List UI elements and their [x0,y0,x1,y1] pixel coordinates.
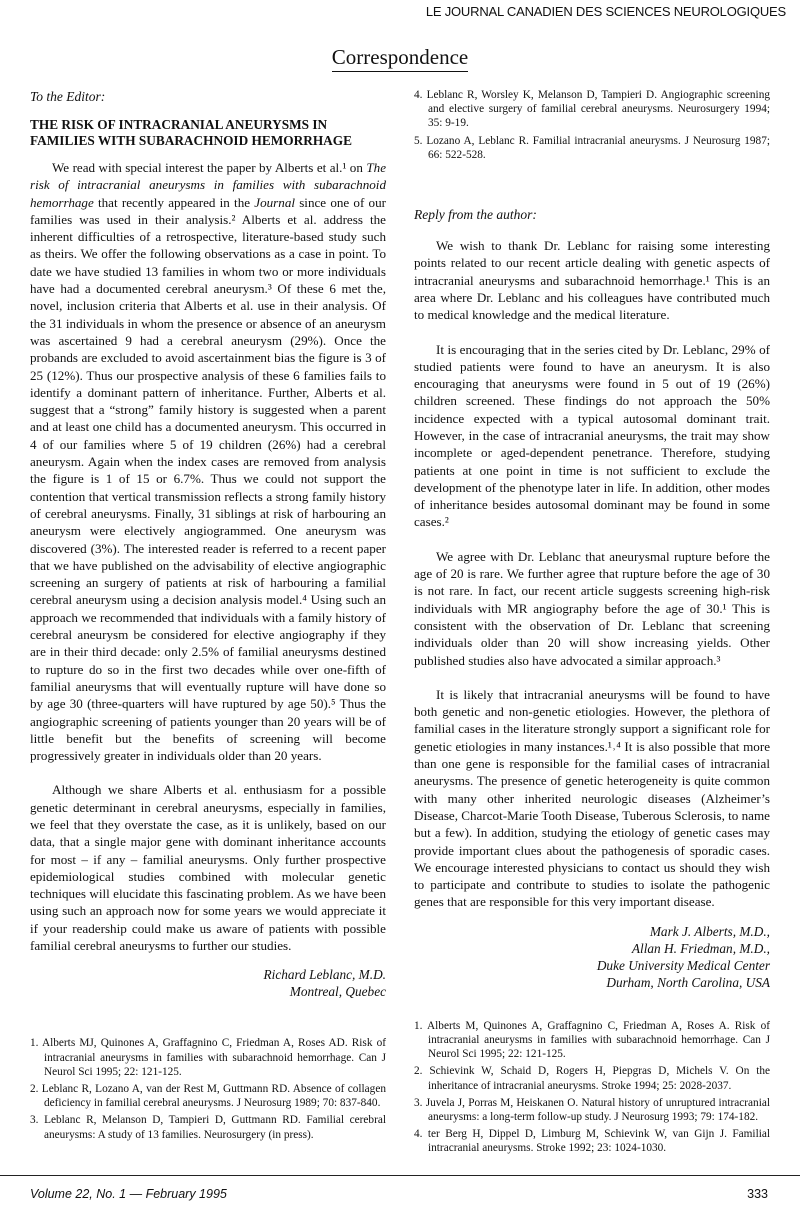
letter-paragraph: Although we share Alberts et al. enthusiasm for a possible genetic determinant in cerebral aneurysms, especially in families, we feel that they overstate the case, as it is unlikely, based on our data, that a single major gene with dominant inheritance accounts for most – if any – familial aneurysms. Only further prospective epidemiological studies combined with molecular genetic techniques will elucidate this fascinating problem. As we have been using such an approach now for some years we would appreciate it if your readership could make us aware of patients with possible familial cerebral aneurysms to further our studies. [30,782,386,954]
reply-paragraph: It is likely that intracranial aneurysms will be found to have both genetic and non-genetic etiologies. However, the plethora of familial cases in the literature strongly support a significant role for genetic etiologies in many instances.¹˒⁴ It is also possible that more than one gene is responsible for the familial cases of intracranial aneurysms. The presence of genetic heterogeneity is quite common with many other inherited neurologic diseases (Alzheimer’s Disease, Charcot-Marie Tooth Disease, Tuberous Sclerosis, to name but a few). In addition, studying the etiology of genetic cases may provide important clues about the pathogenesis of sporadic cases. We encourage interested physicians to contact us should they wish to participate and contribute to studies to isolate the pathogenic genes that are responsible for this very important disease. [414,686,770,910]
reply-paragraph: We agree with Dr. Leblanc that aneurysmal rupture before the age of 20 is rare. We further agree that rupture before the age of 30 is not rare. In fact, our recent article suggests screening high-risk individuals with MR angiography before the age of 30.¹ This is consistent with the observation of Dr. Leblanc that screening individuals older than 20 will show increasing yields. Other published studies also have advocated a similar approach.³ [414,548,770,668]
two-column-body [0,88,800,1159]
signature-line: Durham, North Carolina, USA [606,974,770,990]
reference-item: 5. Lozano A, Leblanc R. Familial intracranial aneurysms. J Neurosurg 1987; 66: 522-528. [414,134,770,161]
reference-item: 4. Leblanc R, Worsley K, Melanson D, Tampieri D. Angiographic screening and elective surgery of familial cerebral aneurysms. Neurosurgery 1994; 35: 9-19. [414,89,770,130]
right-column [414,88,770,1159]
signature-line: Mark J. Alberts, M.D., [649,923,770,939]
reply-paragraph: It is encouraging that in the series cited by Dr. Leblanc, 29% of studied patients were found to have an aneurysm. It is also encouraging that aneurysms were found in 5 out of 19 (26%) children screened. These findings do not approach the 50% incidence expected with a typical autosomal dominant trait. However, in the case of intracranial aneurysms, the trait may show incomplete or aged-dependent penetrance. Therefore, studying patients at one point in time is not sufficient to exclude the development of the phenotype later in life. In addition, other modes of inheritance besides autosomal dominant may be found in some cases.² [414,341,770,530]
text: since one of our families was used in their analysis.² Alberts et al. address the inherent difficulties of a retrospective, literature-based study such as theirs. We offer the following observations as a case in point. To date we have studied 13 families in whom two or more individuals have had a documented cerebral aneurysm.³ Of these 6 met the, novel, inclusion criteria that Alberts et al. use in their analysis. Of the 31 individuals in whom the presence or absence of an aneurysm was ascertained 9 had a cerebral aneurysm (29%). Once the probands are excluded to avoid ascertainment bias the figure is 3 of 25 (12%). Thus our prospective analysis of these 6 families fails to identify a dominant pattern of inheritance. Further, Alberts et al. suggest that a “strong” family history is suggested when a parent and at least one child has a documented aneurysm. This occurred in 4 of our families where 5 of 19 children (26%) had a cerebral aneurysm. Again when the index cases are removed from analysis the figure is 1 of 15 or 6.7%. Thus we could not support the contention that vertical transmission reflects a strong family history of cerebral aneurysms. Finally, 31 siblings at risk of harbouring an aneurysm were electively angiogrammed. One aneurysm was discovered (3%). The interested reader is referred to a recent paper that we have published on the advisability of elective angiographic screening an surgery of patients at risk of harbouring a familial cerebral aneurysm using a decision analysis model.⁴ Using such an approach we recommended that individuals with a family history of cerebral aneurysm be considered for elective angiography if they are in their third decade: only 2.5% of familial aneurysms destined to rupture do so in the first two decades while over one-fifth of familial aneurysms that will eventually rupture will have done so by age 30 (three-quarters will have ruptured by age 50).⁵ Thus the angiographic screening of patients younger than 20 years will be of little benefit but the benefits of screening will become progressively greater in individuals older than 20 years. [30,194,387,764]
footer [0,1176,800,1202]
text: that recently appeared in the [93,194,255,210]
reference-item: 2. Leblanc R, Lozano A, van der Rest M, Guttmann RD. Absence of collagen deficiency in familial cerebral aneurysms. J Neurosurg 1989; 70: 837-840. [30,1082,386,1110]
footer-issue: Volume 22, No. 1 — February 1995 [30,1186,227,1201]
reference-item: 1. Alberts M, Quinones A, Graffagnino C, Friedman A, Roses A. Risk of intracranial aneurysms in families with subarachnoid hemorrhage. Can J Neurol Sci 1995; 22: 121-125. [414,1019,770,1061]
reference-item: 4. ter Berg H, Dippel D, Limburg M, Schievink W, van Gijn J. Familial intracranial aneurysms. Stroke 1992; 23: 1024-1030. [414,1128,770,1155]
reference-item: 3. Juvela J, Porras M, Heiskanen O. Natural history of unruptured intracranial aneurysms: a long-term follow-up study. J Neurosurg 1993; 79: 174-182. [414,1096,770,1123]
signature-name: Richard Leblanc, M.D. [263,967,386,983]
reply-paragraph: We wish to thank Dr. Leblanc for raising some interesting points related to our recent article dealing with genetic aspects of intracranial aneurysms and subarachnoid hemorrhage.¹ This is an area where Dr. Leblanc and his colleagues have contributed much to medical knowledge and the medical literature. [414,238,770,323]
section-title [0,44,800,70]
reference-item: 3. Leblanc R, Melanson D, Tampieri D, Guttmann RD. Familial cerebral aneurysms: A study of 13 families. Neurosurgery (in press). [30,1114,386,1141]
letter-column [30,88,386,1159]
signature-line: Duke University Medical Center [596,957,770,973]
journal-name: Journal [254,194,295,210]
reference-item: 2. Schievink W, Schaid D, Rogers H, Piepgras D, Michels V. On the inheritance of intracranial aneurysms. Stroke 1994; 25: 2028-2037. [414,1065,770,1092]
reply-references [414,1019,770,1156]
section-title-text: Correspondence [332,45,468,72]
reply-signature [414,923,770,991]
journal-running-head: LE JOURNAL CANADIEN DES SCIENCES NEUROLOGIQUES [425,4,786,19]
salutation: To the Editor: [30,89,106,104]
reply-heading: Reply from the author: [414,207,537,223]
reply-column [414,206,770,991]
letter-paragraph [30,159,386,764]
letter-references [30,1036,386,1141]
letter-references-continued [414,88,770,162]
page-number: 333 [747,1186,768,1201]
signature-place: Montreal, Quebec [289,984,386,1000]
signature-line: Allan H. Friedman, M.D., [631,940,770,956]
cited-title: The risk of intracranial aneurysms in families with subarachnoid hemorrhage [30,160,386,210]
text: We read with special interest the paper by Alberts et al.¹ on [52,160,367,175]
letter-signature [30,966,386,1000]
letter-title: THE RISK OF INTRACRANIAL ANEURYSMS IN FAMILIES WITH SUBARACHNOID HEMORRHAGE [30,117,352,148]
reference-item: 1. Alberts MJ, Quinones A, Graffagnino C, Friedman A, Roses AD. Risk of intracranial aneurysms in families with subarachnoid hemorrhage. Can J Neurol Sci 1995; 22: 121-125. [30,1037,386,1078]
